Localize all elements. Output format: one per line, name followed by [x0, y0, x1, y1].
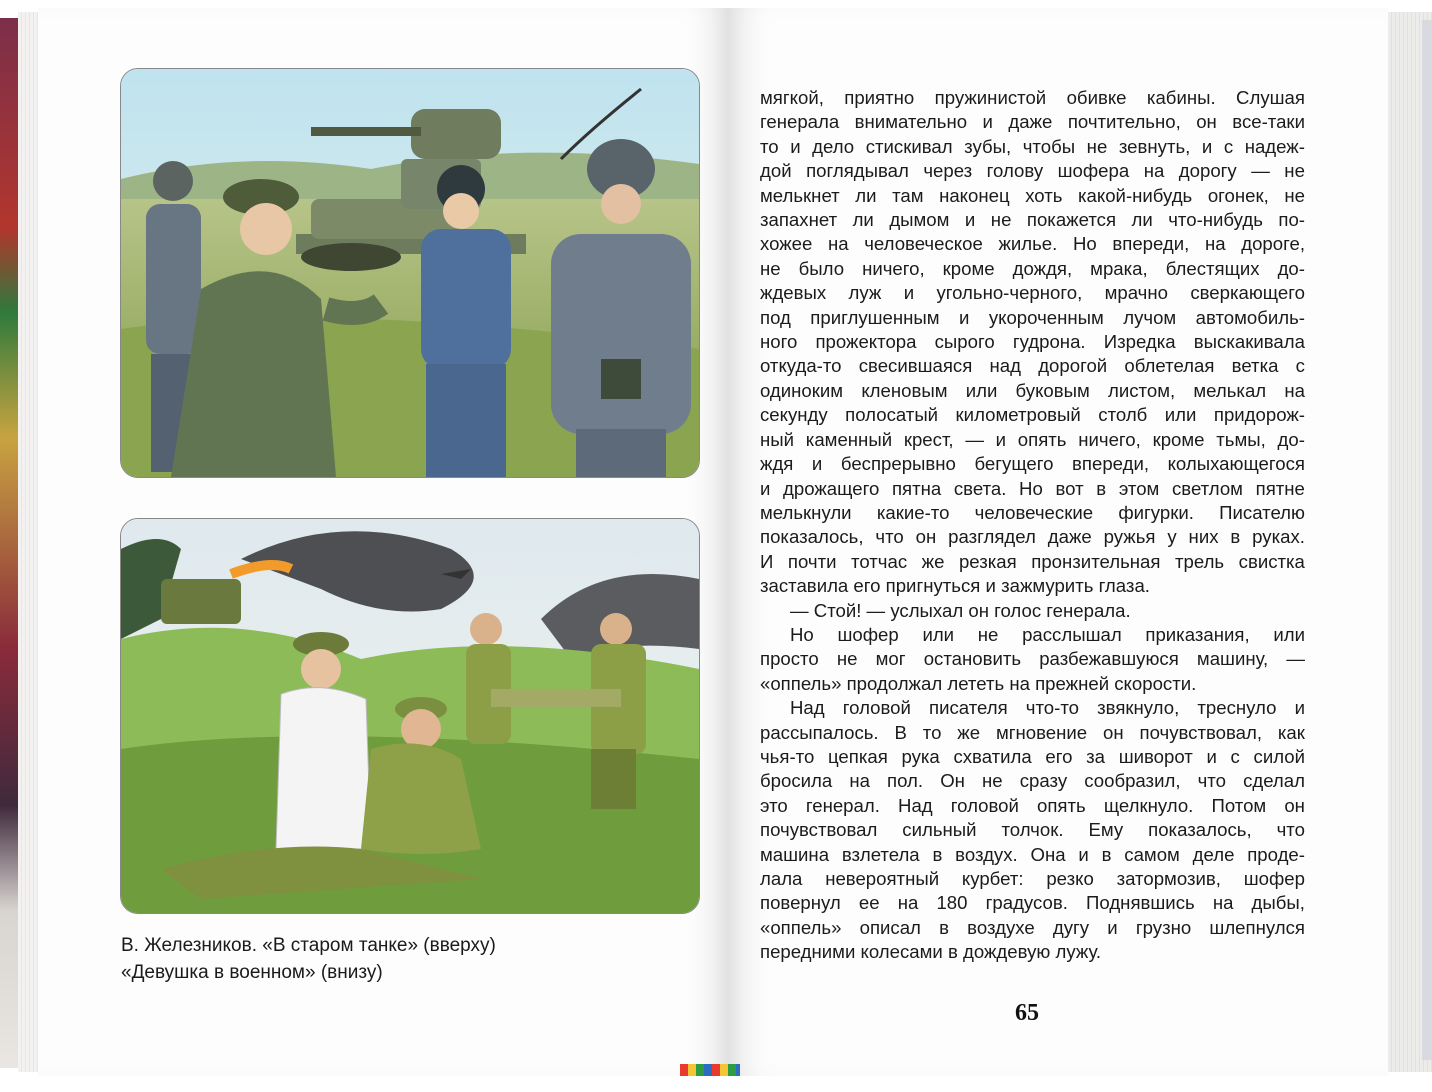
text-line: это генерал. Над головой опять щелкнуло. Потом он [760, 794, 1305, 816]
text-line: повернул ее на 180 градусов. Поднявшись на дыбы, [760, 892, 1305, 914]
text-line: Над головой писателя что-то звякнуло, треснуло и [790, 697, 1305, 719]
text-line: чья-то цепкая рука схватила его за шиворот и с силой [760, 745, 1305, 767]
text-line: «оппель» описал в воздухе дугу и грузно шлепнулся [760, 916, 1305, 938]
text-line: одиноким кленовым или буковым листом, мелькал на [760, 379, 1305, 401]
illustration-caption [121, 932, 681, 986]
text-line: ного прожектора сырого гудрона. Изредка выскакивала [760, 331, 1305, 353]
text-line: «оппель» продолжал лететь на прежней скорости. [760, 672, 1197, 694]
text-line: И почти тотчас же резкая пронзительная трель свистка [760, 550, 1305, 572]
caption-line: «Девушка в военном» (внизу) [121, 962, 383, 983]
body-text [760, 86, 1305, 965]
page-number: 65 [1015, 1000, 1039, 1026]
text-line: хожее на человеческое жилье. Но впереди, на дороге, [760, 233, 1305, 255]
text-line: просто не мог остановить разбежавшуюся машину, — [760, 648, 1305, 670]
text-line: то и дело стискивал зубы, чтобы не зевнуть, и с надеж- [760, 135, 1305, 157]
text-line: ждевых луж и угольно-черного, мрачно сверкающего [760, 282, 1305, 304]
illustration-tank-scene [120, 68, 700, 478]
text-line: генерала внимательно и даже почтительно, он все-таки [760, 111, 1305, 133]
text-line: — Стой! — услыхал он голос генерала. [790, 599, 1131, 621]
text-line: рассыпалось. В то же мгновение он почувствовал, как [760, 721, 1305, 743]
text-line: бросила на пол. Он не сразу сообразил, что сделал [760, 770, 1305, 792]
text-line: лала невероятный курбет: резко затормозив, шофер [760, 868, 1305, 889]
book-cover-edge-right [1422, 20, 1432, 1060]
text-line: мягкой, приятно пружинистой обивке кабины. Слушая [760, 87, 1305, 108]
text-line: передними колесами в дождевую лужу. [760, 941, 1102, 963]
text-line: заставила его пригнуться и зажмурить глаза. [760, 575, 1150, 597]
text-line: мелькнули какие-то человеческие фигурки. Писателю [760, 501, 1305, 523]
text-line: ный каменный крест, — и опять ничего, кроме тьмы, до- [760, 428, 1305, 450]
text-line: показалось, что он разглядел даже ружья у них в руках. [760, 526, 1305, 548]
caption-line: В. Железников. «В старом танке» (вверху) [121, 935, 496, 956]
text-line: дой поглядывал через голову шофера на дорогу — не [760, 160, 1305, 182]
text-line: откуда-то свесившаяся над дорогой облетелая ветка с [760, 355, 1305, 377]
text-line: машина взлетела в воздух. Она и в самом деле проде- [760, 843, 1305, 865]
spine-headband-bottom [680, 1064, 740, 1076]
illustration-nurse-scene [120, 518, 700, 914]
text-line: запахнет ли дымом и не покажется ли что-нибудь по- [760, 209, 1305, 231]
text-line: ждя и беспрерывно бегущего впереди, колыхающегося [760, 453, 1305, 475]
text-line: не было ничего, кроме дождя, мрака, блестящих до- [760, 257, 1305, 279]
text-line: секунду полосатый километровый столб или придорож- [760, 404, 1305, 426]
text-line: почувствовал сильный толчок. Ему показалось, что [760, 819, 1305, 841]
text-line: Но шофер или не расслышал приказания, или [790, 623, 1305, 645]
text-line: мелькнет ли там наконец хоть какой-нибудь огонек, не [760, 184, 1305, 206]
text-line: и дрожащего пятна света. Но вот в этом светлом пятне [760, 477, 1305, 499]
text-line: под приглушенным и укороченным лучом автомобиль- [760, 306, 1305, 328]
